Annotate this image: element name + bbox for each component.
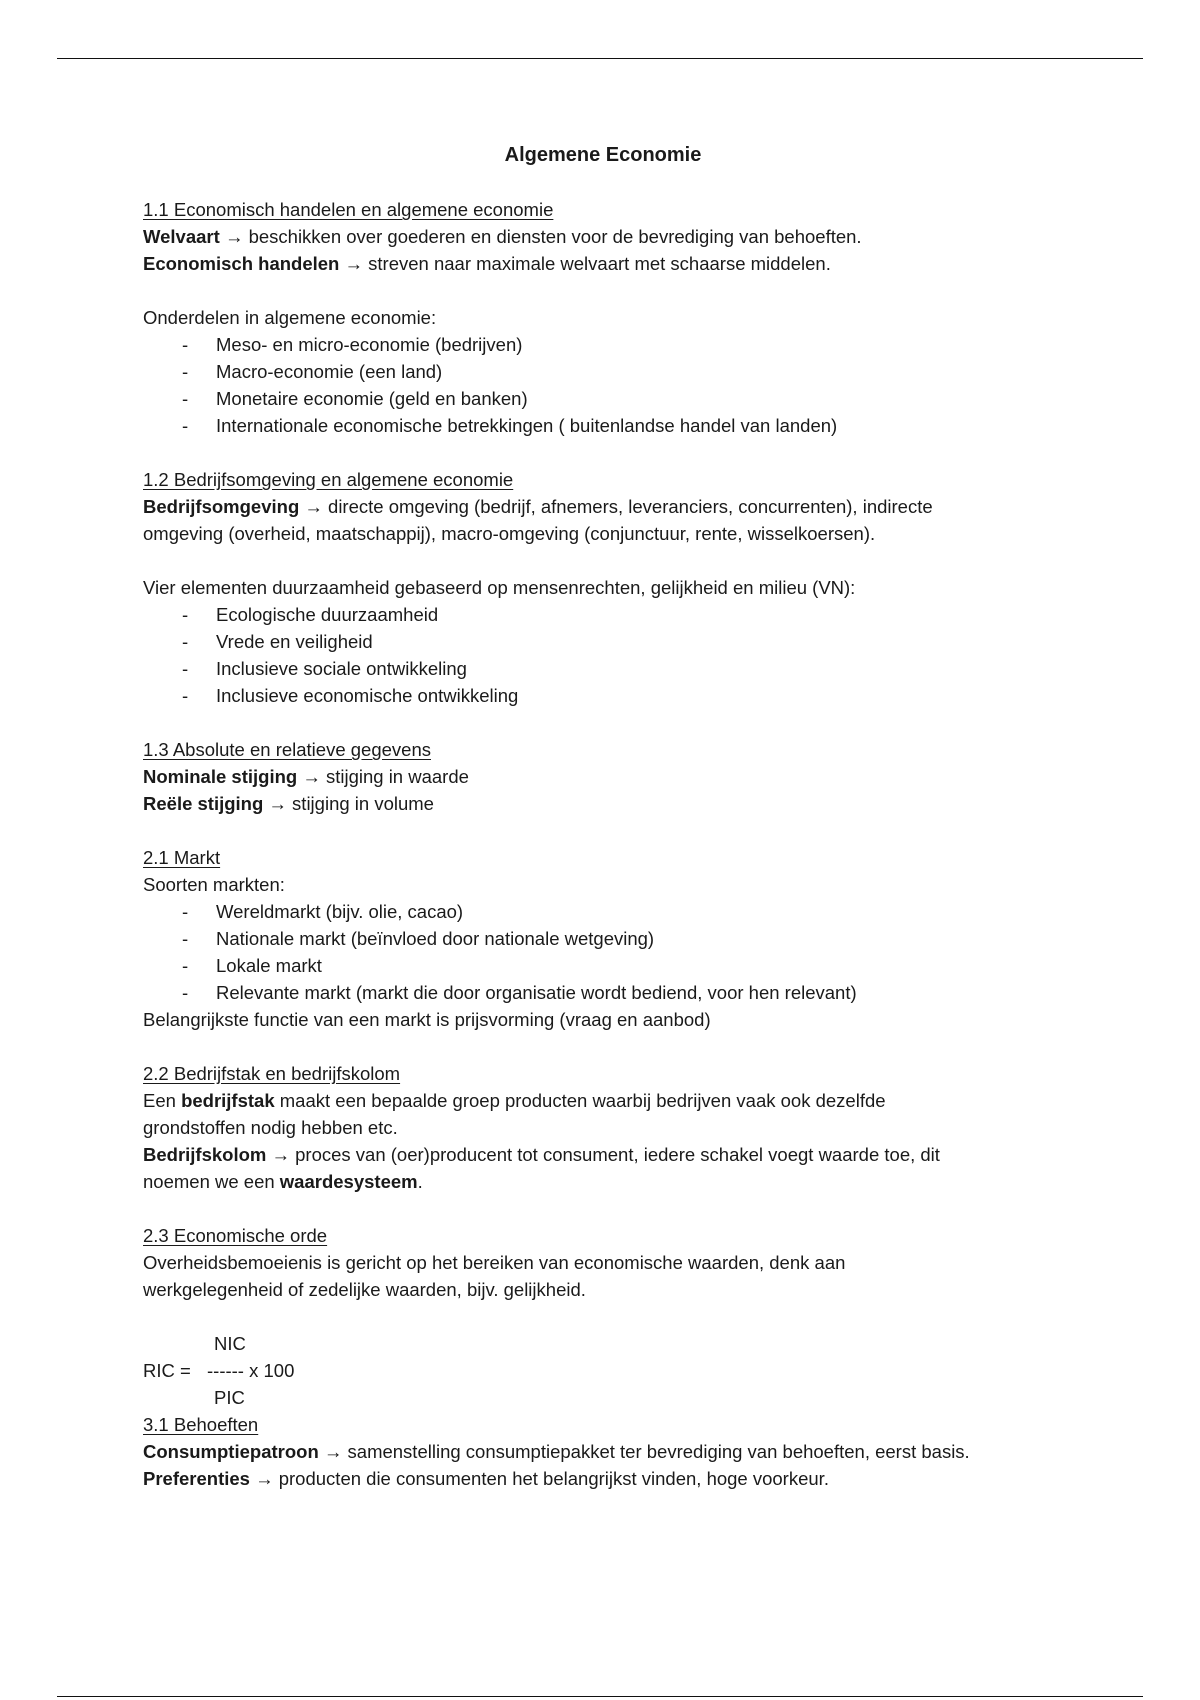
spacer: [143, 439, 1063, 466]
arrow-icon: →: [344, 253, 363, 274]
definition-continuation: noemen we een waardesysteem.: [143, 1171, 423, 1192]
spacer: [143, 817, 1063, 844]
definition: producten die consumenten het belangrijkst vinden, hoge voorkeur.: [273, 1468, 829, 1489]
term: bedrijfstak: [181, 1090, 275, 1111]
spacer: [143, 277, 1063, 304]
arrow-icon: →: [268, 793, 287, 814]
definition: streven naar maximale welvaart met schaarse middelen.: [363, 253, 831, 274]
footer-rule: [57, 1696, 1143, 1697]
term: waardesysteem: [279, 1171, 418, 1192]
dash-icon: -: [182, 658, 189, 679]
dash-icon: -: [182, 631, 189, 652]
list-item: - Vrede en veiligheid: [143, 628, 1063, 655]
dash-icon: -: [182, 928, 189, 949]
definition: directe omgeving (bedrijf, afnemers, leveranciers, concurrenten), indirecte: [322, 496, 933, 517]
term: Consumptiepatroon: [143, 1441, 319, 1462]
definition-continuation: omgeving (overheid, maatschappij), macro-omgeving (conjunctuur, rente, wisselkoersen).: [143, 523, 876, 544]
section-heading: 1.2 Bedrijfsomgeving en algemene economie: [143, 469, 514, 490]
term: Reële stijging: [143, 793, 264, 814]
section-1-3: [143, 736, 1063, 844]
section-1-1: [143, 196, 1063, 466]
list-intro: Onderdelen in algemene economie:: [143, 307, 437, 328]
section-2-2: [143, 1060, 1063, 1222]
definition-line: [143, 763, 1063, 790]
definition: proces van (oer)producent tot consument, iedere schakel voegt waarde toe, dit: [290, 1144, 940, 1165]
list-item: - Relevante markt (markt die door organisatie wordt bediend, voor hen relevant): [143, 979, 1063, 1006]
list-item: - Monetaire economie (geld en banken): [143, 385, 1063, 412]
section-heading: 1.1 Economisch handelen en algemene economie: [143, 199, 554, 220]
section-heading: 2.3 Economische orde: [143, 1225, 328, 1246]
section-heading: 1.3 Absolute en relatieve gegevens: [143, 739, 431, 760]
dash-icon: -: [182, 955, 189, 976]
document-title: Algemene Economie: [504, 144, 702, 166]
list-item: - Macro-economie (een land): [143, 358, 1063, 385]
spacer: [143, 1195, 1063, 1222]
term: Nominale stijging: [143, 766, 298, 787]
dash-icon: -: [182, 361, 189, 382]
term: Bedrijfsomgeving: [143, 496, 300, 517]
spacer: [143, 1033, 1063, 1060]
arrow-icon: →: [302, 766, 321, 787]
dash-icon: -: [182, 604, 189, 625]
paragraph-line: Een bedrijfstak maakt een bepaalde groep producten waarbij bedrijven vaak ook dezelfde: [143, 1090, 886, 1111]
term: Preferenties: [143, 1468, 250, 1489]
definition: stijging in volume: [286, 793, 434, 814]
formula-denominator: PIC: [214, 1387, 245, 1408]
dash-icon: -: [182, 388, 189, 409]
definition-line: [143, 1465, 1063, 1492]
term: Economisch handelen: [143, 253, 340, 274]
arrow-icon: →: [323, 1441, 343, 1462]
arrow-icon: →: [255, 1468, 274, 1489]
arrow-icon: →: [304, 496, 323, 517]
section-heading: 3.1 Behoeften: [143, 1414, 259, 1435]
spacer: [143, 709, 1063, 736]
spacer: [143, 1303, 1063, 1330]
section-1-2: [143, 466, 1063, 736]
list-item: - Internationale economische betrekkingen ( buitenlandse handel van landen): [143, 412, 1063, 439]
list-item: - Ecologische duurzaamheid: [143, 601, 1063, 628]
formula-numerator: NIC: [214, 1333, 246, 1354]
list-item: - Lokale markt: [143, 952, 1063, 979]
list-item: - Meso- en micro-economie (bedrijven): [143, 331, 1063, 358]
arrow-icon: →: [224, 226, 244, 247]
dash-list: [143, 898, 1063, 1006]
dash-icon: -: [182, 901, 189, 922]
dash-icon: -: [182, 334, 189, 355]
definition-line: [143, 223, 1063, 250]
list-item: - Wereldmarkt (bijv. olie, cacao): [143, 898, 1063, 925]
section-2-1: [143, 844, 1063, 1060]
section-2-3: [143, 1222, 1063, 1411]
definition: samenstelling consumptiepakket ter bevrediging van behoeften, eerst basis.: [342, 1441, 970, 1462]
document-body: [143, 140, 1063, 1492]
definition-line: [143, 790, 1063, 817]
section-heading: 2.2 Bedrijfstak en bedrijfskolom: [143, 1063, 401, 1084]
list-item: - Inclusieve sociale ontwikkeling: [143, 655, 1063, 682]
list-item: - Nationale markt (beïnvloed door nationale wetgeving): [143, 925, 1063, 952]
header-rule: [57, 58, 1143, 59]
definition-line: [143, 1438, 1063, 1465]
section-heading: 2.1 Markt: [143, 847, 221, 868]
ric-formula: [143, 1330, 1063, 1411]
section-3-1: [143, 1411, 1063, 1492]
spacer: [143, 547, 1063, 574]
paragraph-line: Overheidsbemoeienis is gericht op het bereiken van economische waarden, denk aan: [143, 1252, 846, 1273]
arrow-icon: →: [271, 1144, 290, 1165]
definition-line: [143, 1141, 1063, 1168]
definition-line: [143, 250, 1063, 277]
formula-lhs: RIC =: [143, 1360, 191, 1381]
definition: stijging in waarde: [320, 766, 469, 787]
list-intro: Soorten markten:: [143, 874, 285, 895]
definition: beschikken over goederen en diensten voor de bevrediging van behoeften.: [243, 226, 862, 247]
dash-icon: -: [182, 685, 189, 706]
dash-list: [143, 331, 1063, 439]
formula-fraction-bar: ------ x 100: [207, 1360, 295, 1381]
paragraph-line: grondstoffen nodig hebben etc.: [143, 1117, 398, 1138]
list-intro: Vier elementen duurzaamheid gebaseerd op mensenrechten, gelijkheid en milieu (VN):: [143, 577, 856, 598]
spacer: [143, 170, 1063, 196]
paragraph-line: werkgelegenheid of zedelijke waarden, bijv. gelijkheid.: [143, 1279, 586, 1300]
list-item: - Inclusieve economische ontwikkeling: [143, 682, 1063, 709]
paragraph: Belangrijkste functie van een markt is prijsvorming (vraag en aanbod): [143, 1009, 711, 1030]
dash-icon: -: [182, 982, 189, 1003]
term: Bedrijfskolom: [143, 1144, 267, 1165]
definition-line: [143, 493, 1063, 520]
term: Welvaart: [143, 226, 220, 247]
dash-list: [143, 601, 1063, 709]
dash-icon: -: [182, 415, 189, 436]
